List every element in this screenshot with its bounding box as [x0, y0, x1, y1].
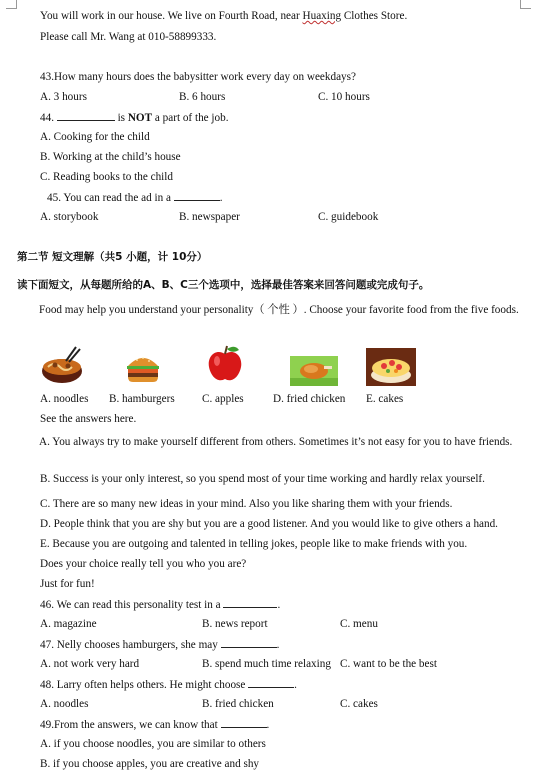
cake-image [366, 348, 416, 386]
question-46-end: . [277, 599, 281, 611]
question-44-number: 44. [40, 112, 57, 124]
question-44-option-b: B. Working at the child’s house [40, 151, 181, 163]
answer-blank [248, 677, 294, 688]
answer-blank [221, 717, 267, 728]
passage-question: Does your choice really tell you who you are? [40, 558, 247, 570]
section-instruction: 读下面短文，从每题所给的A、B、C三个选项中，选择最佳答案来回答问题或完成句子。 [17, 279, 430, 291]
question-43-option-b: B. 6 hours [179, 91, 226, 103]
answer-blank [221, 637, 277, 648]
question-43-option-a: A. 3 hours [40, 91, 87, 103]
question-44-mid: is [114, 112, 128, 124]
question-45-option-b: B. newspaper [179, 211, 240, 223]
passage-closing: Just for fun! [40, 578, 95, 590]
page-corner-mark-left [6, 0, 17, 9]
question-47-option-a: A. not work very hard [40, 658, 140, 670]
question-47-option-b: B. spend much time relaxing [202, 658, 331, 670]
food-option-c: C. apples [202, 393, 244, 405]
answer-blank [57, 110, 115, 121]
intro-line-1-post: Clothes Store. [341, 10, 408, 22]
question-47-text: 47. Nelly chooses hamburgers, she may [40, 639, 221, 651]
question-45-text: 45. You can read the ad in a [47, 192, 174, 204]
food-option-e: E. cakes [366, 393, 404, 405]
question-43-stem: 43.How many hours does the babysitter work every day on weekdays? [40, 71, 356, 83]
hamburger-image [125, 353, 161, 383]
question-46-stem [40, 597, 280, 612]
store-name: Huaxing [302, 10, 342, 22]
question-46-option-a: A. magazine [40, 618, 97, 630]
question-44-option-a: A. Cooking for the child [40, 131, 150, 143]
answer-blank [174, 190, 220, 201]
question-49-option-a: A. if you choose noodles, you are similar to others [40, 738, 266, 750]
page-corner-mark-right [520, 0, 531, 9]
question-49-option-b: B. if you choose apples, you are creative and shy [40, 758, 260, 770]
question-46-option-b: B. news report [202, 618, 268, 630]
question-45-end: . [219, 192, 223, 204]
intro-line-1 [40, 9, 407, 23]
passage-intro: Food may help you understand your personality（ 个性 ）. Choose your favorite food from the five foods. [39, 304, 519, 316]
question-49-stem [40, 717, 269, 732]
question-44-end: a part of the job. [152, 112, 229, 124]
question-47-end: . [276, 639, 280, 651]
question-48-option-a: A. noodles [40, 698, 89, 710]
noodles-bowl-image [40, 345, 84, 385]
apple-image [206, 344, 244, 384]
question-46-text: 46. We can read this personality test in a [40, 599, 224, 611]
see-answers-line: See the answers here. [40, 413, 137, 425]
answer-d-paragraph: D. People think that you are shy but you are a good listener. And you would like to give others a hand. [40, 518, 498, 530]
food-option-b: B. hamburgers [109, 393, 175, 405]
answer-blank [223, 597, 277, 608]
food-option-d: D. fried chicken [273, 393, 346, 405]
question-45-option-a: A. storybook [40, 211, 99, 223]
question-48-option-b: B. fried chicken [202, 698, 274, 710]
fried-chicken-image [290, 356, 338, 386]
answer-a-paragraph: A. You always try to make yourself different from others. Sometimes it’s not easy for you to have friends. [39, 436, 513, 448]
question-47-stem [40, 637, 279, 652]
question-49-text: 49.From the answers, we can know that [40, 719, 221, 731]
intro-line-2: Please call Mr. Wang at 010-58899333. [40, 31, 217, 43]
question-49-end: . [266, 719, 270, 731]
question-48-text: 48. Larry often helps others. He might choose [40, 679, 249, 691]
answer-e-paragraph: E. Because you are outgoing and talented in telling jokes, people like to make friends with you. [40, 538, 468, 550]
question-48-option-c: C. cakes [340, 698, 378, 710]
intro-line-1-pre: You will work in our house. We live on Fourth Road, near [40, 10, 303, 22]
question-43-option-c: C. 10 hours [318, 91, 370, 103]
answer-c-paragraph: C. There are so many new ideas in your mind. Also you like sharing them with your friends. [40, 498, 453, 510]
question-44-bold-not: NOT [127, 112, 153, 124]
food-option-a: A. noodles [40, 393, 89, 405]
question-45-stem [47, 190, 223, 205]
question-44-stem [40, 110, 229, 125]
question-46-option-c: C. menu [340, 618, 378, 630]
section-title: 第二节 短文理解（共5 小题，计 10分） [17, 251, 208, 263]
question-45-option-c: C. guidebook [318, 211, 379, 223]
answer-b-paragraph: B. Success is your only interest, so you spend most of your time working and hardly relax yourself. [40, 473, 485, 485]
question-47-option-c: C. want to be the best [340, 658, 437, 670]
question-48-stem [40, 677, 297, 692]
question-44-option-c: C. Reading books to the child [40, 171, 173, 183]
question-48-end: . [294, 679, 297, 691]
